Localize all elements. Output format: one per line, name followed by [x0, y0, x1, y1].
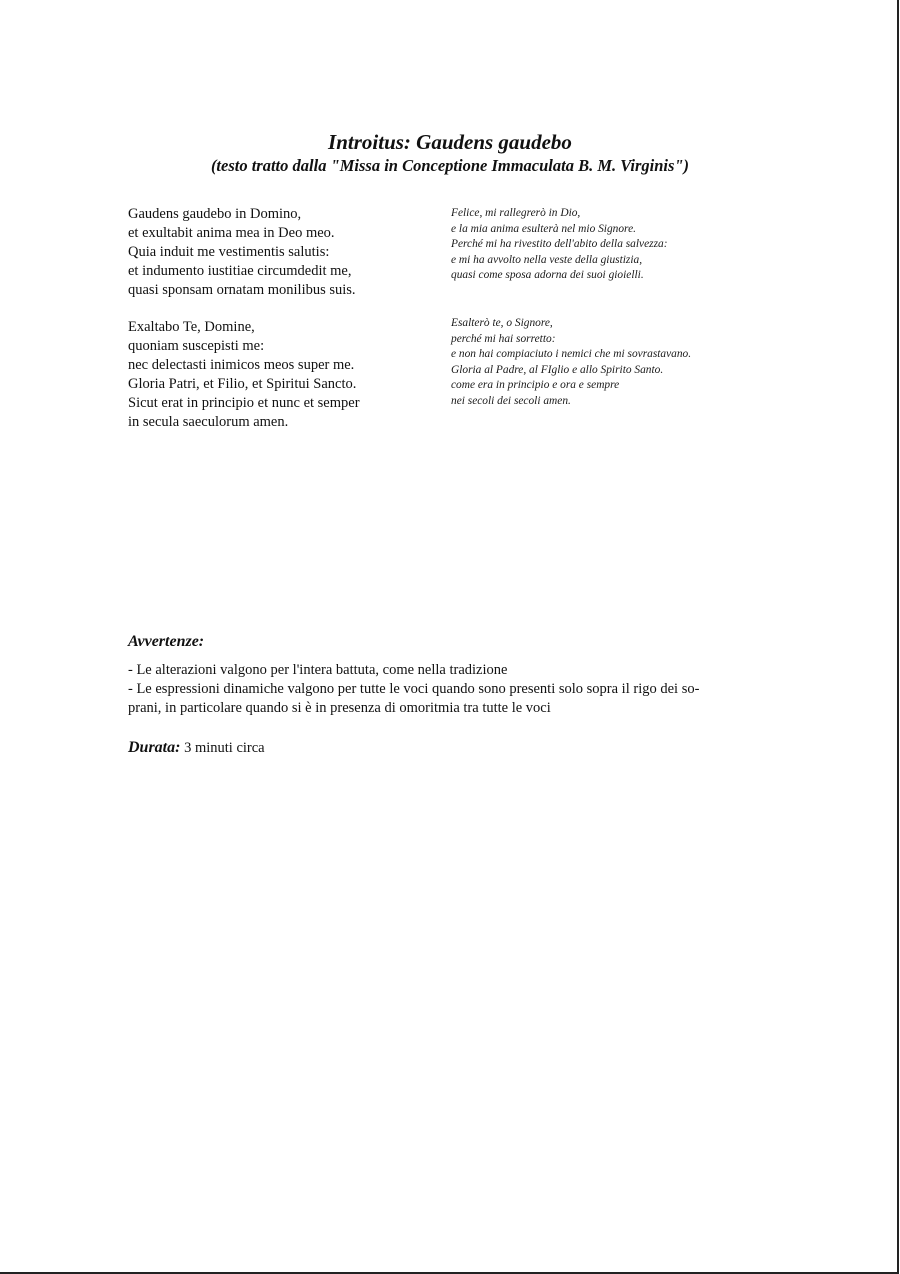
latin-line: Quia induit me vestimentis salutis:: [128, 244, 330, 260]
latin-line: in secula saeculorum amen.: [128, 414, 289, 430]
italian-line: nei secoli dei secoli amen.: [451, 394, 571, 407]
duration-label: Durata:: [128, 739, 181, 756]
page-subtitle: (testo tratto dalla "Missa in Conceptione Immaculata B. M. Virginis"): [210, 156, 690, 175]
note-item: - Le espressioni dinamiche valgono per tutte le voci quando sono presenti solo sopra il rigo dei so-: [128, 681, 700, 697]
italian-stanza-1: [451, 206, 781, 284]
latin-line: nec delectasti inimicos meos super me.: [128, 357, 355, 373]
latin-stanza-2: [128, 318, 428, 432]
latin-line: Gaudens gaudebo in Domino,: [128, 206, 302, 222]
duration-value: 3 minuti circa: [184, 740, 265, 756]
note-item-continuation: prani, in particolare quando si è in presenza di omoritmia tra tutte le voci: [128, 700, 551, 716]
italian-line: quasi come sposa adorna dei suoi gioielli.: [451, 269, 644, 282]
italian-line: come era in principio e ora e sempre: [451, 379, 620, 392]
italian-line: Felice, mi rallegrerò in Dio,: [451, 207, 581, 219]
latin-line: et indumento iustitiae circumdedit me,: [128, 263, 352, 279]
latin-line: quasi sponsam ornatam monilibus suis.: [128, 282, 356, 298]
latin-line: quoniam suscepisti me:: [128, 338, 265, 354]
italian-line: e mi ha avvolto nella veste della giustizia,: [451, 253, 643, 266]
italian-line: e la mia anima esulterà nel mio Signore.: [451, 222, 636, 235]
duration-line: [128, 737, 265, 759]
page-title: Introitus: Gaudens gaudebo: [328, 130, 572, 154]
italian-line: Esalterò te, o Signore,: [451, 317, 553, 329]
latin-line: Exaltabo Te, Domine,: [128, 319, 255, 335]
title-block: [0, 129, 900, 177]
latin-line: Sicut erat in principio et nunc et semper: [128, 395, 360, 411]
italian-line: perché mi hai sorretto:: [451, 332, 556, 345]
latin-line: Gloria Patri, et Filio, et Spiritui Sancto.: [128, 376, 357, 392]
italian-line: e non hai compiaciuto i nemici che mi sovrastavano.: [451, 348, 692, 361]
latin-line: et exultabit anima mea in Deo meo.: [128, 225, 335, 241]
italian-stanza-2: [451, 316, 781, 410]
italian-line: Perché mi ha rivestito dell'abito della salvezza:: [451, 238, 668, 251]
notes-list: [128, 661, 778, 718]
latin-stanza-1: [128, 205, 428, 300]
note-item: - Le alterazioni valgono per l'intera battuta, come nella tradizione: [128, 662, 508, 678]
italian-line: Gloria al Padre, al FIglio e allo Spirito Santo.: [451, 363, 664, 376]
notes-heading: Avvertenze:: [128, 633, 205, 650]
